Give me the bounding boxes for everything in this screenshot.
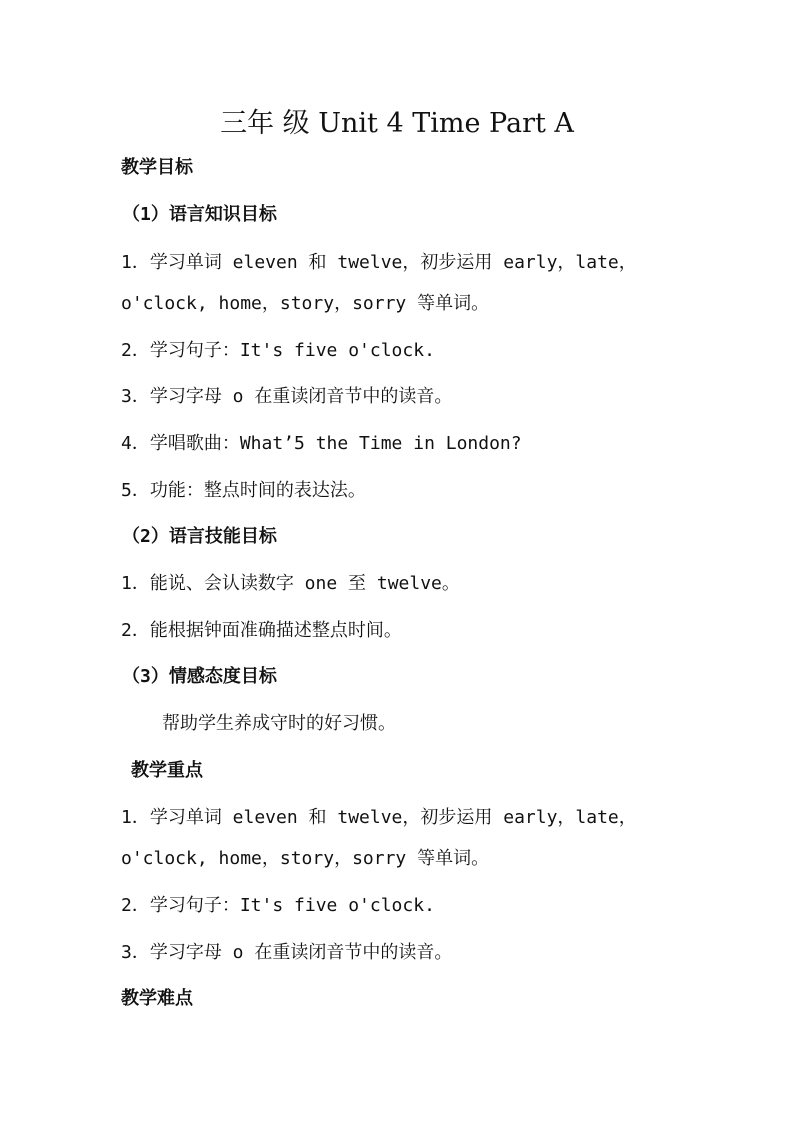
emotion-heading: （3）情感态度目标 [122, 666, 277, 687]
knowledge-item: 1．学习单词 eleven 和 twelve，初步运用 early，late， [121, 252, 637, 273]
key-point-item: 3．学习字母 o 在重读闭音节中的读音。 [121, 942, 453, 963]
key-point-item: 2．学习句子：It's five o'clock. [121, 895, 435, 916]
knowledge-item: o'clock, home，story，sorry 等单词。 [121, 293, 490, 314]
key-points-heading: 教学重点 [131, 760, 203, 781]
emotion-text: 帮助学生养成守时的好习惯。 [162, 713, 396, 734]
knowledge-heading: （1）语言知识目标 [122, 204, 277, 225]
knowledge-item: 5．功能：整点时间的表达法。 [121, 480, 366, 501]
objectives-heading: 教学目标 [121, 157, 193, 178]
skills-item: 1．能说、会认读数字 one 至 twelve。 [121, 573, 460, 594]
skills-item: 2．能根据钟面准确描述整点时间。 [121, 620, 402, 641]
skills-heading: （2）语言技能目标 [122, 526, 277, 547]
document-title: 三年 级 Unit 4 Time Part A [220, 108, 574, 139]
key-point-item: o'clock, home，story，sorry 等单词。 [121, 848, 490, 869]
difficulties-heading: 教学难点 [121, 988, 193, 1009]
knowledge-item: 2．学习句子：It's five o'clock. [121, 340, 435, 361]
knowledge-item: 4．学唱歌曲：What’5 the Time in London? [121, 433, 522, 454]
key-point-item: 1．学习单词 eleven 和 twelve，初步运用 early，late， [121, 807, 637, 828]
knowledge-item: 3．学习字母 o 在重读闭音节中的读音。 [121, 386, 453, 407]
